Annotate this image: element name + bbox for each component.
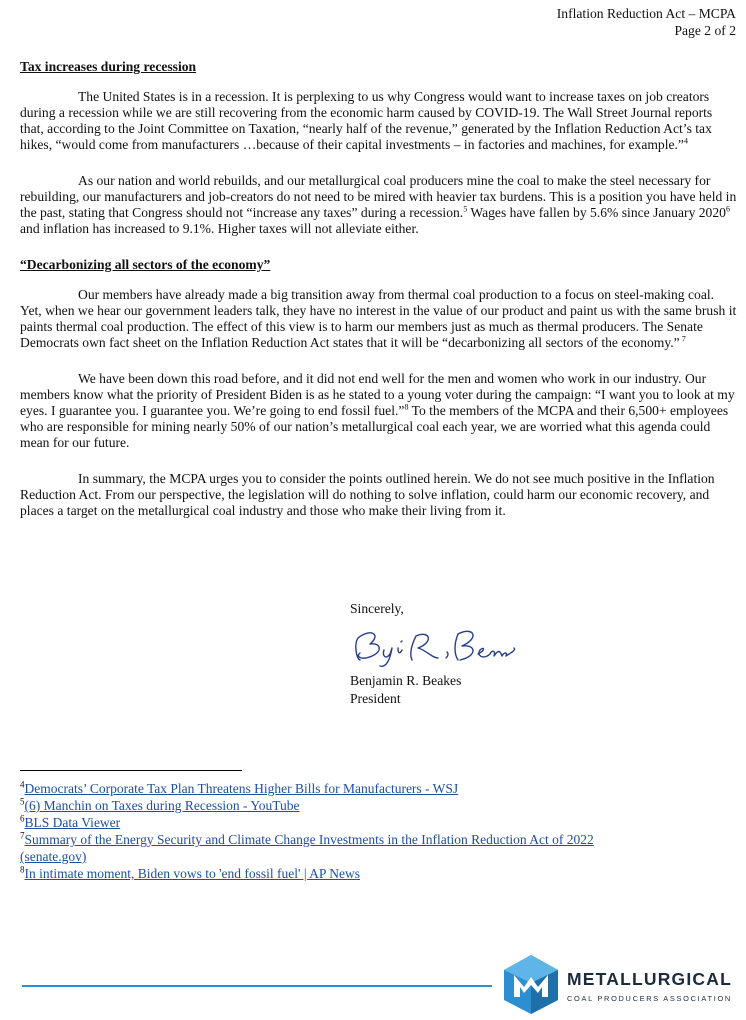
section-heading-tax: Tax increases during recession [20,59,197,74]
footnote-number: 8 [20,864,25,875]
footnote-link-bls[interactable]: BLS Data Viewer [24,815,121,830]
paragraph-summary: In summary, the MCPA urges you to consider the points outlined herein. We do not see much positive in the Inflation Reduction Act. From our perspective, the legislation will do nothing to solve inflation, could harm our economic recovery, and places a target on the metallurgical coal industry and those who make their living from it. [20,471,715,518]
footnotes [20,780,720,882]
footnote-number: 4 [20,779,25,790]
footnote-ref-8: 8 [404,402,409,412]
paragraph-rebuild [20,173,738,237]
footnote-link-ap[interactable]: In intimate moment, Biden vows to 'end fossil fuel' | AP News [24,866,361,881]
footnote-item [20,865,720,882]
footnote-item [20,831,720,865]
paragraph-text: We have been down this road before, and it did not end well for the men and women who work in our industry. Our members know what the priority of President Biden is as he stated to a young voter during the campaign: “I want you to look at my eyes. I guarantee you. I guarantee you. We’re going to end fossil fuel.” [20,371,735,418]
letter-body [20,59,738,519]
paragraph-text: Wages have fallen by 5.6% since January 2020 [467,205,726,220]
paragraph-recession [20,89,738,153]
footnote-link-wsj[interactable]: Democrats’ Corporate Tax Plan Threatens Higher Bills for Manufacturers - WSJ [24,781,459,796]
signature-text: Benjamin R. Beakes [346,620,355,621]
footnote-ref-6: 6 [725,204,730,214]
footnote-divider [20,770,242,771]
paragraph-text: The United States is in a recession. It is perplexing to us why Congress would want to increase taxes on job creators during a recession while we are still recovering from the economic harm caused by COVID-19. The Wall Street Journal reports that, according to the Joint Committee on Taxation, “nearly half of the revenue,” generated by the Inflation Reduction Act’s tax hikes, “would come from manufacturers …because of their capital investments – in factories and machines, for example.” [20,89,713,152]
signer-name: Benjamin R. Beakes [350,673,462,688]
spacer [20,153,738,159]
footnote-item [20,780,720,797]
footnote-ref-7: 7 [679,334,686,344]
handwritten-signature [346,620,526,670]
logo-title: METALLURGICAL [567,969,732,989]
header-document-title: Inflation Reduction Act – MCPA [556,6,736,21]
paragraph-fossil-fuel [20,371,738,451]
footnote-number: 5 [20,796,25,807]
signer-title: President [350,691,401,706]
footer-rule [22,985,492,987]
signer-block [350,672,461,708]
footnote-item [20,797,720,814]
footnote-link-senate-cont[interactable]: (senate.gov) [20,849,87,864]
footnote-ref-4: 4 [683,136,688,146]
logo-subtitle: COAL PRODUCERS ASSOCIATION [567,994,732,1003]
paragraph-text: and inflation has increased to 9.1%. Higher taxes will not alleviate either. [20,221,419,236]
footnote-number: 6 [20,813,25,824]
logo-wordmark [567,970,732,1007]
spacer [20,451,738,457]
page-header [557,5,736,39]
paragraph-text: To the members of the MCPA and their 6,500+ employees who are responsible for mining nearly 50% of our nation’s metallurgical coal each year, we are worried what this agenda could mean for our future. [20,403,729,450]
paragraph-text: As our nation and world rebuilds, and our metallurgical coal producers mine the coal to make the steel necessary for rebuilding, our manufacturers and job-creators do not need to be mired with heavier tax burdens. This is a position you have held in the past, stating that Congress should not “increase any taxes” during a recession. [20,173,737,220]
paragraph-text: Our members have already made a big transition away from thermal coal production to a focus on steel-making coal. Yet, when we hear our government leaders talk, they have no interest in the value of our product and paint us with the same brush it paints thermal coal production. The effect of this view is to harm our members just as much as thermal producers. The Senate Democrats own fact sheet on the Inflation Reduction Act states that it will be “decarbonizing all sectors of the economy.” [20,287,737,350]
header-page-number: Page 2 of 2 [674,23,736,38]
mcpa-logo-icon [500,953,562,1015]
footnote-item [20,814,720,831]
footnote-link-youtube[interactable]: (6) Manchin on Taxes during Recession - YouTube [24,798,300,813]
spacer [20,351,738,357]
closing-salutation: Sincerely, [350,601,404,616]
section-heading-decarbonizing: “Decarbonizing all sectors of the economy” [20,257,271,272]
footnote-number: 7 [20,830,25,841]
paragraph-transition [20,287,738,351]
footnote-ref-5: 5 [463,204,468,214]
footnote-link-senate[interactable]: Summary of the Energy Security and Climate Change Investments in the Inflation Reduction Act of 2022 [24,832,594,847]
